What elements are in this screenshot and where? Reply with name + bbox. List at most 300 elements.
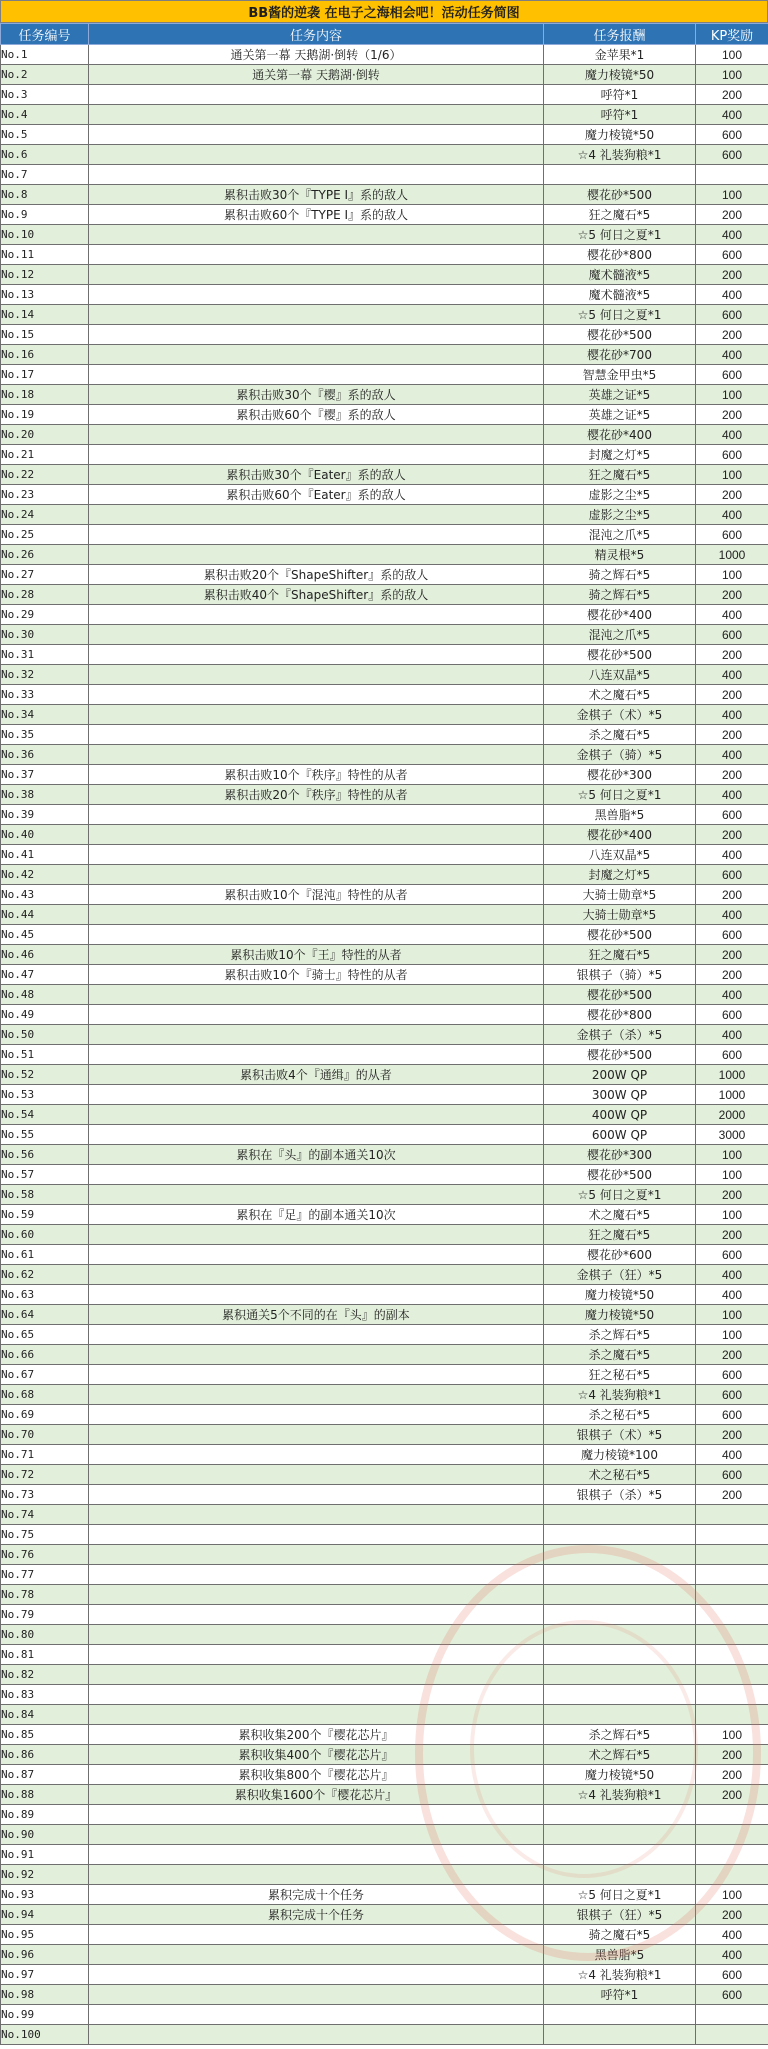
table-row — [1, 865, 768, 885]
header-kp-reward: KP奖励 — [696, 24, 768, 45]
task-reward-cell: 虚影之尘*5 — [544, 485, 696, 505]
kp-reward-cell: 100 — [696, 465, 768, 485]
table-row — [1, 1005, 768, 1025]
task-number-cell: No.56 — [1, 1145, 89, 1165]
table-row — [1, 1625, 768, 1645]
table-row — [1, 185, 768, 205]
task-number-cell: No.67 — [1, 1365, 89, 1385]
table-row — [1, 605, 768, 625]
task-reward-cell — [544, 1685, 696, 1705]
task-number-cell: No.29 — [1, 605, 89, 625]
task-content-cell — [89, 285, 544, 305]
table-row — [1, 1365, 768, 1385]
kp-reward-cell: 600 — [696, 1965, 768, 1985]
task-reward-cell: 混沌之爪*5 — [544, 625, 696, 645]
kp-reward-cell: 200 — [696, 645, 768, 665]
kp-reward-cell: 100 — [696, 1725, 768, 1745]
task-content-cell — [89, 985, 544, 1005]
kp-reward-cell: 600 — [696, 125, 768, 145]
table-row — [1, 1645, 768, 1665]
kp-reward-cell: 3000 — [696, 1125, 768, 1145]
task-reward-cell: 杀之魔石*5 — [544, 1345, 696, 1365]
kp-reward-cell: 200 — [696, 325, 768, 345]
table-row — [1, 165, 768, 185]
task-number-cell: No.82 — [1, 1665, 89, 1685]
task-reward-cell: 混沌之爪*5 — [544, 525, 696, 545]
task-reward-cell: 术之辉石*5 — [544, 1745, 696, 1765]
task-reward-cell: 术之魔石*5 — [544, 1205, 696, 1225]
task-number-cell: No.40 — [1, 825, 89, 845]
task-reward-cell: 魔术髓液*5 — [544, 285, 696, 305]
task-content-cell — [89, 1925, 544, 1945]
task-content-cell — [89, 365, 544, 385]
table-row — [1, 305, 768, 325]
task-reward-cell: 樱花砂*500 — [544, 1165, 696, 1185]
kp-reward-cell: 600 — [696, 1405, 768, 1425]
table-row — [1, 1865, 768, 1885]
task-reward-cell: 封魔之灯*5 — [544, 445, 696, 465]
task-number-cell: No.54 — [1, 1105, 89, 1125]
kp-reward-cell: 200 — [696, 1485, 768, 1505]
task-number-cell: No.81 — [1, 1645, 89, 1665]
task-reward-cell: ☆4 礼装狗粮*1 — [544, 145, 696, 165]
task-content-cell — [89, 1085, 544, 1105]
sheet-title: BB酱的逆袭 在电子之海相会吧！活动任务简图 — [0, 0, 768, 23]
task-number-cell: No.33 — [1, 685, 89, 705]
table-row — [1, 665, 768, 685]
table-row — [1, 1985, 768, 2005]
kp-reward-cell: 100 — [696, 1145, 768, 1165]
task-reward-cell: 术之魔石*5 — [544, 685, 696, 705]
task-reward-cell: 樱花砂*400 — [544, 425, 696, 445]
task-number-cell: No.26 — [1, 545, 89, 565]
kp-reward-cell: 400 — [696, 785, 768, 805]
task-content-cell — [89, 1525, 544, 1545]
task-reward-cell — [544, 1645, 696, 1665]
task-content-cell — [89, 2005, 544, 2025]
kp-reward-cell: 2000 — [696, 1105, 768, 1125]
task-content-cell: 累积击败30个『Eater』系的敌人 — [89, 465, 544, 485]
kp-reward-cell: 100 — [696, 1165, 768, 1185]
kp-reward-cell — [696, 1525, 768, 1545]
table-row — [1, 1545, 768, 1565]
task-content-cell — [89, 1025, 544, 1045]
task-content-cell — [89, 225, 544, 245]
task-number-cell: No.45 — [1, 925, 89, 945]
task-number-cell: No.32 — [1, 665, 89, 685]
table-row — [1, 1465, 768, 1485]
task-number-cell: No.84 — [1, 1705, 89, 1725]
task-reward-cell — [544, 1865, 696, 1885]
task-number-cell: No.66 — [1, 1345, 89, 1365]
task-reward-cell: 大骑士勋章*5 — [544, 885, 696, 905]
task-reward-cell: 杀之秘石*5 — [544, 1405, 696, 1425]
task-reward-cell — [544, 1705, 696, 1725]
table-row — [1, 1445, 768, 1465]
kp-reward-cell: 200 — [696, 685, 768, 705]
table-row — [1, 545, 768, 565]
table-row — [1, 1785, 768, 1805]
task-reward-cell: 金棋子（术）*5 — [544, 705, 696, 725]
table-row — [1, 65, 768, 85]
task-reward-cell — [544, 1625, 696, 1645]
table-row — [1, 1145, 768, 1165]
task-number-cell: No.74 — [1, 1505, 89, 1525]
task-reward-cell: 200W QP — [544, 1065, 696, 1085]
task-number-cell: No.10 — [1, 225, 89, 245]
task-reward-cell — [544, 165, 696, 185]
task-content-cell: 累积击败30个『樱』系的敌人 — [89, 385, 544, 405]
task-content-cell — [89, 645, 544, 665]
task-reward-cell: 樱花砂*300 — [544, 765, 696, 785]
kp-reward-cell: 200 — [696, 1785, 768, 1805]
task-number-cell: No.72 — [1, 1465, 89, 1485]
table-row — [1, 365, 768, 385]
task-reward-cell: 骑之辉石*5 — [544, 565, 696, 585]
task-reward-cell: 呼符*1 — [544, 85, 696, 105]
table-row — [1, 1905, 768, 1925]
table-row — [1, 825, 768, 845]
table-row — [1, 685, 768, 705]
task-number-cell: No.50 — [1, 1025, 89, 1045]
task-number-cell: No.71 — [1, 1445, 89, 1465]
kp-reward-cell: 600 — [696, 1045, 768, 1065]
task-content-cell — [89, 1365, 544, 1385]
kp-reward-cell: 100 — [696, 1205, 768, 1225]
task-number-cell: No.91 — [1, 1845, 89, 1865]
kp-reward-cell: 600 — [696, 865, 768, 885]
task-content-cell — [89, 345, 544, 365]
kp-reward-cell: 100 — [696, 45, 768, 65]
task-number-cell: No.21 — [1, 445, 89, 465]
table-row — [1, 985, 768, 1005]
kp-reward-cell: 600 — [696, 1465, 768, 1485]
task-reward-cell: 黑兽脂*5 — [544, 1945, 696, 1965]
task-reward-cell: 黑兽脂*5 — [544, 805, 696, 825]
kp-reward-cell: 600 — [696, 805, 768, 825]
task-reward-cell: 金苹果*1 — [544, 45, 696, 65]
task-reward-cell: 樱花砂*500 — [544, 1045, 696, 1065]
task-content-cell — [89, 425, 544, 445]
kp-reward-cell: 600 — [696, 445, 768, 465]
task-number-cell: No.80 — [1, 1625, 89, 1645]
task-content-cell: 累积收集1600个『樱花芯片』 — [89, 1785, 544, 1805]
kp-reward-cell: 400 — [696, 285, 768, 305]
table-row — [1, 645, 768, 665]
table-row — [1, 1565, 768, 1585]
kp-reward-cell: 600 — [696, 1365, 768, 1385]
task-reward-cell: ☆5 何日之夏*1 — [544, 1185, 696, 1205]
task-content-cell: 通关第一幕 天鹅湖·倒转 — [89, 65, 544, 85]
task-number-cell: No.62 — [1, 1265, 89, 1285]
kp-reward-cell: 200 — [696, 265, 768, 285]
kp-reward-cell: 400 — [696, 1285, 768, 1305]
task-content-cell — [89, 605, 544, 625]
kp-reward-cell — [696, 165, 768, 185]
kp-reward-cell — [696, 1505, 768, 1525]
table-row — [1, 1685, 768, 1705]
task-content-cell — [89, 1425, 544, 1445]
table-row — [1, 205, 768, 225]
task-number-cell: No.22 — [1, 465, 89, 485]
task-reward-cell: 魔力棱镜*50 — [544, 1285, 696, 1305]
kp-reward-cell — [696, 1845, 768, 1865]
task-reward-cell: 虚影之尘*5 — [544, 505, 696, 525]
task-content-cell: 累积击败30个『TYPE I』系的敌人 — [89, 185, 544, 205]
task-content-cell — [89, 725, 544, 745]
task-reward-cell: ☆5 何日之夏*1 — [544, 225, 696, 245]
table-row — [1, 1205, 768, 1225]
task-content-cell — [89, 525, 544, 545]
task-reward-cell: 樱花砂*500 — [544, 185, 696, 205]
task-content-cell — [89, 125, 544, 145]
task-content-cell — [89, 1265, 544, 1285]
table-row — [1, 1945, 768, 1965]
kp-reward-cell: 400 — [696, 505, 768, 525]
task-content-cell: 累积在『足』的副本通关10次 — [89, 1205, 544, 1225]
task-reward-cell: ☆4 礼装狗粮*1 — [544, 1965, 696, 1985]
table-row — [1, 2025, 768, 2045]
kp-reward-cell: 600 — [696, 245, 768, 265]
task-content-cell: 累积击败40个『ShapeShifter』系的敌人 — [89, 585, 544, 605]
table-row — [1, 1265, 768, 1285]
task-reward-cell: 樱花砂*600 — [544, 1245, 696, 1265]
task-number-cell: No.95 — [1, 1925, 89, 1945]
table-row — [1, 1065, 768, 1085]
kp-reward-cell: 600 — [696, 1985, 768, 2005]
task-content-cell — [89, 1665, 544, 1685]
task-number-cell: No.68 — [1, 1385, 89, 1405]
task-reward-cell: 精灵根*5 — [544, 545, 696, 565]
task-reward-cell: 狂之魔石*5 — [544, 1225, 696, 1245]
kp-reward-cell: 400 — [696, 225, 768, 245]
table-row — [1, 765, 768, 785]
kp-reward-cell — [696, 1685, 768, 1705]
task-reward-cell: 魔力棱镜*50 — [544, 125, 696, 145]
kp-reward-cell — [696, 1565, 768, 1585]
task-number-cell: No.60 — [1, 1225, 89, 1245]
kp-reward-cell: 200 — [696, 1905, 768, 1925]
task-number-cell: No.24 — [1, 505, 89, 525]
task-number-cell: No.18 — [1, 385, 89, 405]
table-row — [1, 1245, 768, 1265]
task-reward-cell: ☆5 何日之夏*1 — [544, 1885, 696, 1905]
task-number-cell: No.34 — [1, 705, 89, 725]
task-number-cell: No.12 — [1, 265, 89, 285]
task-number-cell: No.49 — [1, 1005, 89, 1025]
task-reward-cell: 400W QP — [544, 1105, 696, 1125]
task-number-cell: No.89 — [1, 1805, 89, 1825]
task-number-cell: No.38 — [1, 785, 89, 805]
task-reward-cell: 樱花砂*300 — [544, 1145, 696, 1165]
kp-reward-cell: 400 — [696, 1025, 768, 1045]
task-number-cell: No.73 — [1, 1485, 89, 1505]
kp-reward-cell — [696, 1825, 768, 1845]
task-reward-cell: 杀之辉石*5 — [544, 1725, 696, 1745]
task-content-cell — [89, 1185, 544, 1205]
task-content-cell: 累积收集400个『樱花芯片』 — [89, 1745, 544, 1765]
task-table — [0, 23, 768, 2045]
task-reward-cell: 金棋子（杀）*5 — [544, 1025, 696, 1045]
task-reward-cell: 呼符*1 — [544, 105, 696, 125]
task-number-cell: No.48 — [1, 985, 89, 1005]
task-content-cell — [89, 505, 544, 525]
task-number-cell: No.28 — [1, 585, 89, 605]
kp-reward-cell: 200 — [696, 85, 768, 105]
task-reward-cell: 狂之秘石*5 — [544, 1365, 696, 1385]
task-content-cell — [89, 1625, 544, 1645]
table-row — [1, 905, 768, 925]
task-reward-cell — [544, 1665, 696, 1685]
table-row — [1, 1485, 768, 1505]
task-content-cell — [89, 1225, 544, 1245]
task-number-cell: No.46 — [1, 945, 89, 965]
kp-reward-cell: 200 — [696, 485, 768, 505]
task-number-cell: No.92 — [1, 1865, 89, 1885]
table-row — [1, 1925, 768, 1945]
task-reward-cell — [544, 1845, 696, 1865]
task-content-cell — [89, 325, 544, 345]
task-number-cell: No.30 — [1, 625, 89, 645]
kp-reward-cell: 400 — [696, 1925, 768, 1945]
task-number-cell: No.23 — [1, 485, 89, 505]
table-row — [1, 1745, 768, 1765]
header-task-number: 任务编号 — [1, 24, 89, 45]
task-reward-cell: 杀之魔石*5 — [544, 725, 696, 745]
task-reward-cell: 银棋子（术）*5 — [544, 1425, 696, 1445]
task-content-cell: 累积完成十个任务 — [89, 1885, 544, 1905]
task-number-cell: No.64 — [1, 1305, 89, 1325]
task-number-cell: No.47 — [1, 965, 89, 985]
table-row — [1, 1505, 768, 1525]
task-reward-cell: 银棋子（狂）*5 — [544, 1905, 696, 1925]
kp-reward-cell: 400 — [696, 1265, 768, 1285]
table-row — [1, 1165, 768, 1185]
table-row — [1, 285, 768, 305]
kp-reward-cell: 100 — [696, 1885, 768, 1905]
table-row — [1, 1125, 768, 1145]
task-number-cell: No.7 — [1, 165, 89, 185]
task-reward-cell: ☆4 礼装狗粮*1 — [544, 1385, 696, 1405]
kp-reward-cell: 400 — [696, 745, 768, 765]
kp-reward-cell — [696, 2025, 768, 2045]
task-number-cell: No.36 — [1, 745, 89, 765]
task-reward-cell — [544, 1825, 696, 1845]
table-row — [1, 525, 768, 545]
task-content-cell — [89, 1865, 544, 1885]
task-content-cell — [89, 625, 544, 645]
task-content-cell: 累积在『头』的副本通关10次 — [89, 1145, 544, 1165]
header-task-content: 任务内容 — [89, 24, 544, 45]
table-row — [1, 785, 768, 805]
task-reward-cell — [544, 1605, 696, 1625]
task-number-cell: No.76 — [1, 1545, 89, 1565]
task-content-cell — [89, 1245, 544, 1265]
task-content-cell — [89, 85, 544, 105]
table-row — [1, 1585, 768, 1605]
kp-reward-cell: 400 — [696, 605, 768, 625]
task-content-cell — [89, 2025, 544, 2045]
task-content-cell — [89, 745, 544, 765]
task-number-cell: No.4 — [1, 105, 89, 125]
task-content-cell — [89, 1805, 544, 1825]
kp-reward-cell — [696, 1805, 768, 1825]
kp-reward-cell: 1000 — [696, 545, 768, 565]
task-reward-cell — [544, 1565, 696, 1585]
task-number-cell: No.58 — [1, 1185, 89, 1205]
task-content-cell — [89, 705, 544, 725]
task-reward-cell — [544, 1805, 696, 1825]
table-row — [1, 1845, 768, 1865]
table-row — [1, 725, 768, 745]
kp-reward-cell: 200 — [696, 1345, 768, 1365]
table-row — [1, 245, 768, 265]
table-row — [1, 1425, 768, 1445]
task-content-cell — [89, 1565, 544, 1585]
kp-reward-cell: 1000 — [696, 1085, 768, 1105]
task-reward-cell: 300W QP — [544, 1085, 696, 1105]
task-reward-cell: 八连双晶*5 — [544, 665, 696, 685]
task-number-cell: No.51 — [1, 1045, 89, 1065]
table-row — [1, 1805, 768, 1825]
task-number-cell: No.15 — [1, 325, 89, 345]
task-reward-cell — [544, 1525, 696, 1545]
task-number-cell: No.41 — [1, 845, 89, 865]
task-number-cell: No.52 — [1, 1065, 89, 1085]
kp-reward-cell — [696, 1625, 768, 1645]
task-reward-cell — [544, 1545, 696, 1565]
kp-reward-cell — [696, 1585, 768, 1605]
task-reward-cell: 封魔之灯*5 — [544, 865, 696, 885]
table-row — [1, 1765, 768, 1785]
table-row — [1, 1405, 768, 1425]
kp-reward-cell: 100 — [696, 1325, 768, 1345]
table-row — [1, 1705, 768, 1725]
kp-reward-cell — [696, 1605, 768, 1625]
kp-reward-cell: 200 — [696, 825, 768, 845]
task-number-cell: No.20 — [1, 425, 89, 445]
task-number-cell: No.39 — [1, 805, 89, 825]
table-row — [1, 45, 768, 65]
kp-reward-cell — [696, 1645, 768, 1665]
table-row — [1, 1285, 768, 1305]
task-content-cell: 累积击败20个『秩序』特性的从者 — [89, 785, 544, 805]
task-content-cell: 通关第一幕 天鹅湖·倒转（1/6） — [89, 45, 544, 65]
table-row — [1, 225, 768, 245]
task-reward-cell: 呼符*1 — [544, 1985, 696, 2005]
task-number-cell: No.93 — [1, 1885, 89, 1905]
task-number-cell: No.55 — [1, 1125, 89, 1145]
table-row — [1, 1525, 768, 1545]
task-number-cell: No.9 — [1, 205, 89, 225]
kp-reward-cell: 400 — [696, 905, 768, 925]
task-content-cell — [89, 1285, 544, 1305]
kp-reward-cell: 1000 — [696, 1065, 768, 1085]
kp-reward-cell: 100 — [696, 65, 768, 85]
task-number-cell: No.63 — [1, 1285, 89, 1305]
task-number-cell: No.88 — [1, 1785, 89, 1805]
task-reward-cell: 魔力棱镜*50 — [544, 1765, 696, 1785]
kp-reward-cell: 200 — [696, 585, 768, 605]
task-reward-cell: 樱花砂*500 — [544, 325, 696, 345]
kp-reward-cell: 600 — [696, 1005, 768, 1025]
task-reward-cell: 金棋子（狂）*5 — [544, 1265, 696, 1285]
kp-reward-cell: 200 — [696, 725, 768, 745]
kp-reward-cell: 200 — [696, 885, 768, 905]
kp-reward-cell: 200 — [696, 965, 768, 985]
task-number-cell: No.11 — [1, 245, 89, 265]
task-reward-cell: 樱花砂*800 — [544, 1005, 696, 1025]
